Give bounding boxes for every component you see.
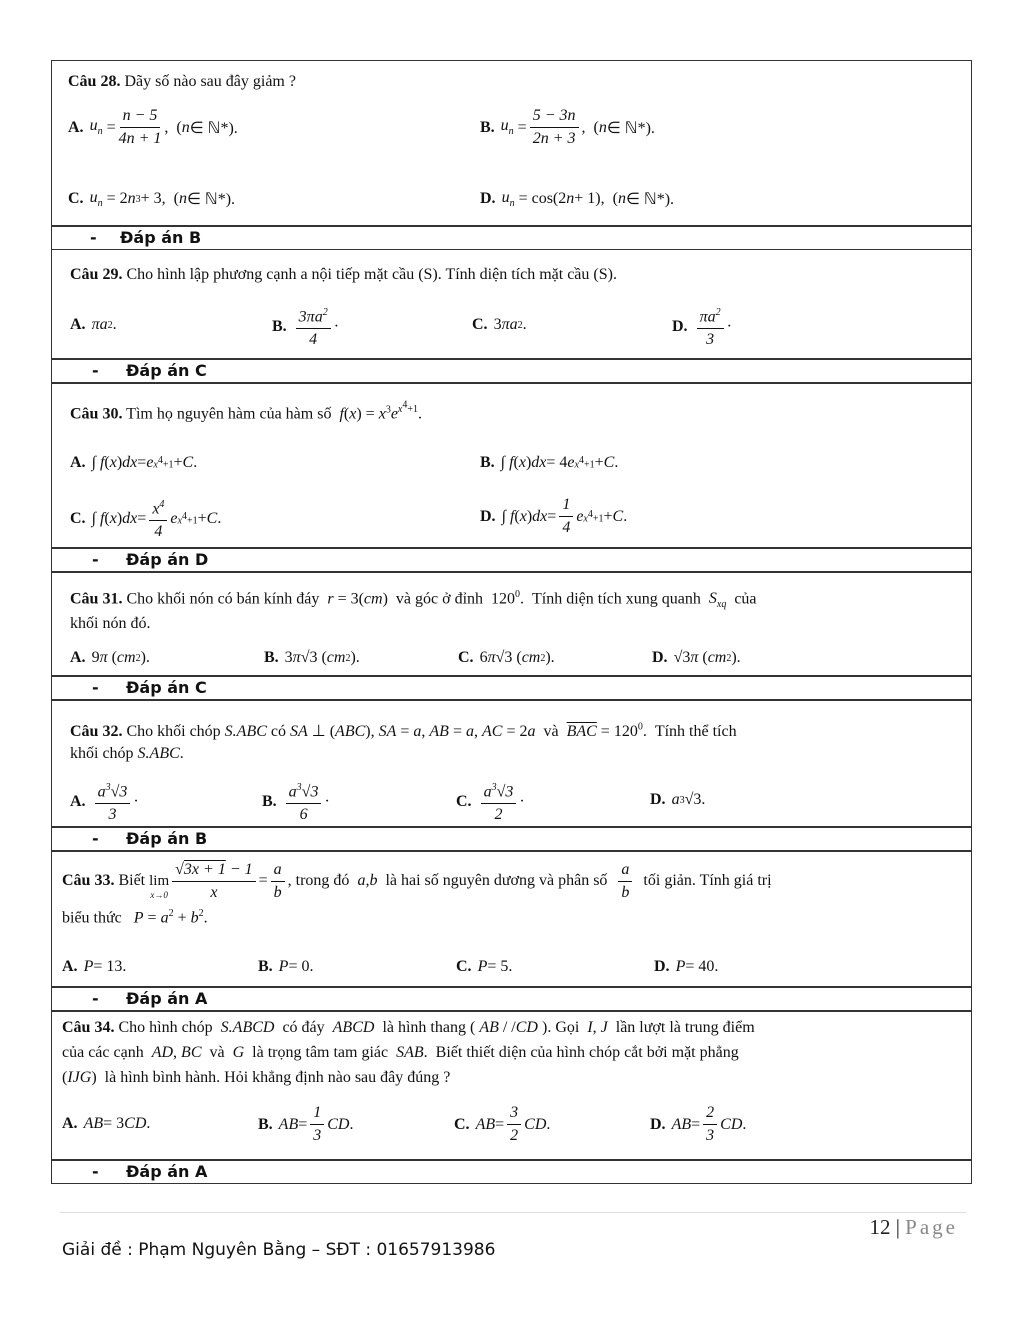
option-a: A. 9 π ( cm 2 ). xyxy=(70,649,150,666)
question-stem: Cho hình lập phương cạnh a nội tiếp mặt cầu (S). Tính diện tích mặt cầu (S). xyxy=(126,266,617,283)
option-a: A. $u_n$ = $\frac{n - 5}{4n + 1}$ , ( n ∈ ℕ*). xyxy=(68,107,238,147)
option-a: A. $\frac{a^3√3}{3}$ · xyxy=(70,779,139,824)
option-b: B. ∫ f ( x ) dx = 4 e $x^4+1$ + C . xyxy=(480,454,619,471)
answer-33: - Đáp án A xyxy=(51,987,972,1011)
answer-32: - Đáp án B xyxy=(51,827,972,851)
question-label: Câu 28. xyxy=(68,73,121,90)
option-b: B. P = 0. xyxy=(258,958,314,975)
author-credit: Giải đề : Phạm Nguyên Bằng – SĐT : 01657913986 xyxy=(62,1240,496,1260)
option-c: C. $\frac{a^3√3}{2}$ · xyxy=(456,779,525,824)
answer-29: - Đáp án C xyxy=(51,359,972,383)
answer-31: - Đáp án C xyxy=(51,676,972,700)
question-label: Câu 29. xyxy=(70,266,123,283)
option-a: A. πa 2 . xyxy=(70,316,117,333)
option-d: D. a 3 √3. xyxy=(650,791,706,808)
option-a: A. ∫ f ( x ) dx = e $x^4+1$ + C . xyxy=(70,454,198,471)
option-c: C. 3 πa 2 . xyxy=(472,316,527,333)
question-label: Câu 30. xyxy=(70,405,123,423)
question-label: Câu 34. xyxy=(62,1019,115,1036)
option-b: B. $u_n$ = $\frac{5 - 3n}{2n + 3}$ , ( n ∈ ℕ*). xyxy=(480,107,655,147)
page-number: 12 | Page xyxy=(869,1215,958,1239)
option-c: C. 6 π √3 ( cm 2 ). xyxy=(458,649,555,666)
question-33: Câu 33. Biết lim x→0 $\frac{√3x + 1 - 1}{x}$ = $\frac{a}{b}$ , trong đó a,b là hai số nguyên dương và phân số $\frac{a}{b}$ tối giản. Tính giá trị biểu thức $P = a^2 + b^2$. A. P = 13. B. P = 0. C. P = 5. D. P = 40. xyxy=(51,851,972,987)
option-d: D. $u_n$ = cos(2 n + 1), ( n ∈ ℕ*). xyxy=(480,189,675,210)
question-label: Câu 33. xyxy=(62,872,115,889)
answer-28: - Đáp án B xyxy=(51,226,972,250)
option-d: D. $\frac{\pi a^2}{3}$ · xyxy=(672,304,732,349)
question-label: Câu 32. xyxy=(70,723,123,740)
option-b: B. 3 π √3 ( cm 2 ). xyxy=(264,649,360,666)
question-31: Câu 31. Cho khối nón có bán kính đáy r = 3(cm) và góc ở đỉnh $120^0$. Tính diện tích xung quanh $S_{xq}$ của khối nón đó. A. 9 π ( cm 2 ). B. 3 π √3 ( cm 2 ). C. 6 π √3 ( cm 2 ). D. √3 π ( cm 2 ). xyxy=(51,572,972,676)
option-b: B. $\frac{3\pi a^2}{4}$ · xyxy=(272,304,339,349)
question-32: Câu 32. Cho khối chóp S.ABC có SA ⊥ (ABC), SA = a, AB = a, AC = 2a và $\overline{BAC} = 120^0$. Tính thể tích khối chóp S.ABC. A. $\frac{a^3√3}{3}$ · B. $\frac{a^3√3}{6}$ · C. $\frac{a^3√3}{2}$ · D. a 3 √3. xyxy=(51,700,972,827)
option-a: A. P = 13. xyxy=(62,958,127,975)
option-c: C. $u_n$ = 2 n 3 + 3, ( n ∈ ℕ*). xyxy=(68,189,236,210)
option-b: B. AB = $\frac{1}{3}$ CD . xyxy=(258,1104,354,1144)
option-d: D. P = 40. xyxy=(654,958,719,975)
question-stem: Dãy số nào sau đây giảm ? xyxy=(124,73,296,90)
question-29 xyxy=(51,249,972,359)
option-d: D. AB = $\frac{2}{3}$ CD . xyxy=(650,1104,747,1144)
option-c: C. AB = $\frac{3}{2}$ CD . xyxy=(454,1104,551,1144)
option-d: D. ∫ f ( x ) dx = $\frac{1}{4}$ e $x^4+1$ + C . xyxy=(480,496,628,536)
option-d: D. √3 π ( cm 2 ). xyxy=(652,649,741,666)
question-label: Câu 31. xyxy=(70,590,123,608)
footer-divider xyxy=(60,1212,966,1213)
option-a: A. AB = 3 CD . xyxy=(62,1115,151,1132)
answer-34: - Đáp án A xyxy=(51,1160,972,1184)
question-28 xyxy=(51,60,972,226)
option-c: C. ∫ f ( x ) dx = $\frac{x^4}{4}$ e $x^4+1$ + C . xyxy=(70,496,221,541)
question-stem-line2: khối nón đó. xyxy=(70,615,151,632)
answer-30: - Đáp án D xyxy=(51,548,972,572)
option-b: B. $\frac{a^3√3}{6}$ · xyxy=(262,779,330,824)
option-c: C. P = 5. xyxy=(456,958,513,975)
question-30: Câu 30. Tìm họ nguyên hàm của hàm số $f(x) = x^3e^{x^4+1}$. A. ∫ f ( x ) dx = e $x^4+1$ + C . B. ∫ f ( x ) dx = 4 e $x^4+1$ + C . C. ∫ f ( x ) dx = $\frac{x^4}{4}$ e $x^4+1$ + C . D. ∫ f ( x ) dx = $\frac{1}{4}$ e $x^4+1$ + C . xyxy=(51,383,972,548)
question-34: Câu 34. Cho hình chóp S.ABCD có đáy ABCD là hình thang ( AB / /CD ). Gọi I, J lần lượt là trung điểm của các cạnh AD, BC và G là trọng tâm tam giác SAB. Biết thiết diện của hình chóp cắt bởi mặt phẳng (IJG) là hình bình hành. Hỏi khẳng định nào sau đây đúng ? A. AB = 3 CD . B. AB = $\frac{1}{3}$ CD . C. AB = $\frac{3}{2}$ CD . D. AB = $\frac{2}{3}$ CD . xyxy=(51,1011,972,1160)
